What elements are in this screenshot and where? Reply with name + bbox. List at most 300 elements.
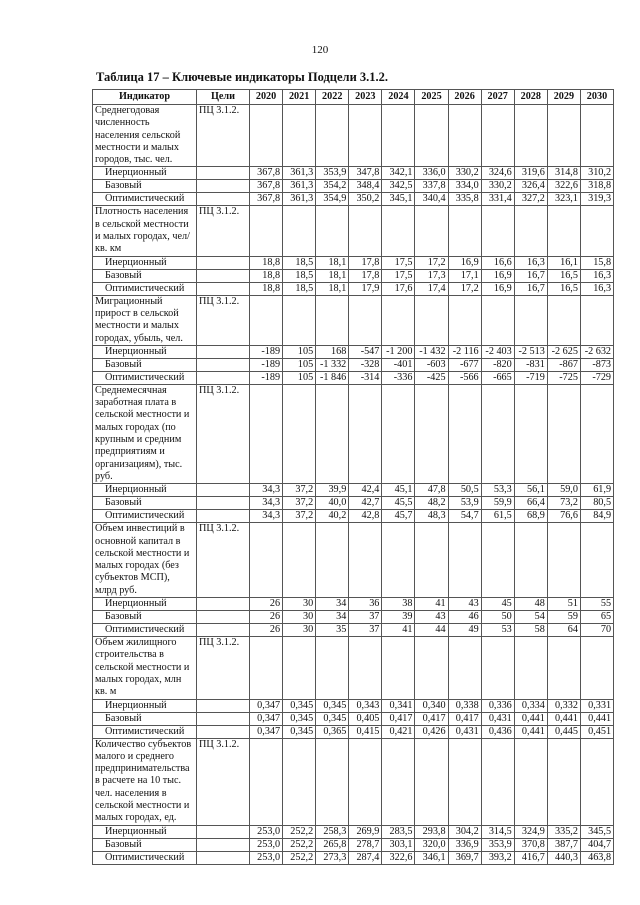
indicator-name: Миграционный прирост в сельской местности и малых городах, убыль, чел. (93, 295, 197, 345)
value-cell: 80,5 (580, 497, 613, 510)
value-cell: -719 (514, 371, 547, 384)
value-cell: 331,4 (481, 193, 514, 206)
value-cell: 18,5 (283, 256, 316, 269)
scenario-row (93, 256, 614, 269)
header-year: 2030 (580, 90, 613, 105)
scenario-label: Оптимистический (93, 725, 197, 738)
value-cell: 168 (316, 345, 349, 358)
empty-cell (481, 384, 514, 483)
value-cell: 0,345 (283, 725, 316, 738)
value-cell: -314 (349, 371, 382, 384)
value-cell: 48,3 (415, 510, 448, 523)
empty-cell (250, 738, 283, 825)
empty-cell (415, 738, 448, 825)
value-cell: 367,8 (250, 167, 283, 180)
value-cell: 314,5 (481, 825, 514, 838)
value-cell: 347,8 (349, 167, 382, 180)
value-cell: 105 (283, 371, 316, 384)
indicator-row (93, 384, 614, 483)
value-cell: 367,8 (250, 193, 283, 206)
scenario-row (93, 712, 614, 725)
value-cell: 40,2 (316, 510, 349, 523)
value-cell: 16,3 (580, 282, 613, 295)
empty-cell (448, 637, 481, 699)
value-cell: 76,6 (547, 510, 580, 523)
empty-cell (514, 206, 547, 256)
scenario-row (93, 624, 614, 637)
value-cell: 0,441 (514, 725, 547, 738)
scenario-row (93, 345, 614, 358)
empty-cell (514, 523, 547, 598)
value-cell: 0,431 (448, 725, 481, 738)
empty-cell (580, 206, 613, 256)
empty-cell (197, 484, 250, 497)
value-cell: 370,8 (514, 838, 547, 851)
scenario-row (93, 269, 614, 282)
value-cell: 0,341 (382, 699, 415, 712)
value-cell: -2 116 (448, 345, 481, 358)
value-cell: 0,343 (349, 699, 382, 712)
empty-cell (197, 712, 250, 725)
value-cell: 41 (382, 624, 415, 637)
value-cell: 37,2 (283, 510, 316, 523)
empty-cell (580, 637, 613, 699)
value-cell: 322,6 (547, 180, 580, 193)
value-cell: 34,3 (250, 510, 283, 523)
empty-cell (250, 523, 283, 598)
scenario-row (93, 180, 614, 193)
empty-cell (316, 384, 349, 483)
empty-cell (197, 851, 250, 864)
empty-cell (197, 825, 250, 838)
empty-cell (382, 295, 415, 345)
scenario-row (93, 725, 614, 738)
indicators-table (92, 89, 614, 865)
scenario-label: Инерционный (93, 699, 197, 712)
value-cell: 0,415 (349, 725, 382, 738)
value-cell: 253,0 (250, 851, 283, 864)
empty-cell (514, 738, 547, 825)
value-cell: 26 (250, 598, 283, 611)
empty-cell (382, 384, 415, 483)
value-cell: 303,1 (382, 838, 415, 851)
empty-cell (197, 510, 250, 523)
empty-cell (415, 206, 448, 256)
value-cell: 36 (349, 598, 382, 611)
empty-cell (197, 167, 250, 180)
value-cell: 61,9 (580, 484, 613, 497)
value-cell: 334,0 (448, 180, 481, 193)
value-cell: 50,5 (448, 484, 481, 497)
value-cell: 17,2 (448, 282, 481, 295)
value-cell: 318,8 (580, 180, 613, 193)
value-cell: 0,347 (250, 699, 283, 712)
empty-cell (316, 295, 349, 345)
empty-cell (349, 384, 382, 483)
value-cell: 16,3 (514, 256, 547, 269)
value-cell: 0,426 (415, 725, 448, 738)
empty-cell (349, 295, 382, 345)
value-cell: 16,9 (448, 256, 481, 269)
value-cell: 336,0 (415, 167, 448, 180)
goal-code: ПЦ 3.1.2. (197, 637, 250, 699)
scenario-row (93, 838, 614, 851)
value-cell: 416,7 (514, 851, 547, 864)
scenario-label: Инерционный (93, 825, 197, 838)
empty-cell (382, 206, 415, 256)
scenario-label: Базовый (93, 712, 197, 725)
empty-cell (448, 523, 481, 598)
value-cell: -2 403 (481, 345, 514, 358)
value-cell: 336,9 (448, 838, 481, 851)
header-year: 2029 (547, 90, 580, 105)
value-cell: 322,6 (382, 851, 415, 864)
header-year: 2021 (283, 90, 316, 105)
empty-cell (382, 523, 415, 598)
value-cell: 0,417 (382, 712, 415, 725)
value-cell: 18,1 (316, 256, 349, 269)
value-cell: 50 (481, 611, 514, 624)
value-cell: 327,2 (514, 193, 547, 206)
value-cell: -665 (481, 371, 514, 384)
empty-cell (197, 371, 250, 384)
header-year: 2027 (481, 90, 514, 105)
indicator-name: Объем инвестиций в основной капитал в сельской местности и малых городах (без субъектов МСП), млрд руб. (93, 523, 197, 598)
value-cell: 105 (283, 358, 316, 371)
value-cell: 17,5 (382, 256, 415, 269)
value-cell: 34 (316, 598, 349, 611)
value-cell: 41 (415, 598, 448, 611)
value-cell: 361,3 (283, 180, 316, 193)
empty-cell (197, 180, 250, 193)
scenario-row (93, 611, 614, 624)
header-year: 2025 (415, 90, 448, 105)
value-cell: 387,7 (547, 838, 580, 851)
value-cell: 18,8 (250, 269, 283, 282)
empty-cell (580, 738, 613, 825)
value-cell: 56,1 (514, 484, 547, 497)
value-cell: 0,417 (415, 712, 448, 725)
value-cell: 61,5 (481, 510, 514, 523)
value-cell: 16,9 (481, 269, 514, 282)
value-cell: 38 (382, 598, 415, 611)
empty-cell (250, 105, 283, 167)
value-cell: 0,421 (382, 725, 415, 738)
empty-cell (250, 206, 283, 256)
scenario-label: Оптимистический (93, 371, 197, 384)
indicator-row (93, 105, 614, 167)
value-cell: -677 (448, 358, 481, 371)
value-cell: 393,2 (481, 851, 514, 864)
value-cell: 53,9 (448, 497, 481, 510)
scenario-row (93, 193, 614, 206)
value-cell: 253,0 (250, 838, 283, 851)
empty-cell (349, 105, 382, 167)
value-cell: 18,5 (283, 269, 316, 282)
value-cell: 18,5 (283, 282, 316, 295)
empty-cell (547, 105, 580, 167)
value-cell: -1 432 (415, 345, 448, 358)
indicator-row (93, 206, 614, 256)
value-cell: 16,1 (547, 256, 580, 269)
value-cell: 0,338 (448, 699, 481, 712)
value-cell: 17,8 (349, 256, 382, 269)
value-cell: 18,8 (250, 256, 283, 269)
scenario-label: Инерционный (93, 167, 197, 180)
value-cell: 46 (448, 611, 481, 624)
value-cell: 335,2 (547, 825, 580, 838)
value-cell: 0,345 (283, 699, 316, 712)
scenario-row (93, 282, 614, 295)
indicator-name: Среднегодовая численность населения сельской местности и малых городов, тыс. чел. (93, 105, 197, 167)
value-cell: 0,345 (316, 712, 349, 725)
value-cell: -401 (382, 358, 415, 371)
scenario-label: Оптимистический (93, 510, 197, 523)
empty-cell (197, 256, 250, 269)
value-cell: -2 632 (580, 345, 613, 358)
value-cell: 314,8 (547, 167, 580, 180)
value-cell: 26 (250, 611, 283, 624)
value-cell: -328 (349, 358, 382, 371)
value-cell: 55 (580, 598, 613, 611)
empty-cell (283, 295, 316, 345)
header-indicator: Индикатор (93, 90, 197, 105)
value-cell: 39,9 (316, 484, 349, 497)
empty-cell (197, 611, 250, 624)
scenario-row (93, 699, 614, 712)
empty-cell (382, 105, 415, 167)
value-cell: -425 (415, 371, 448, 384)
value-cell: 18,1 (316, 282, 349, 295)
value-cell: 278,7 (349, 838, 382, 851)
value-cell: 35 (316, 624, 349, 637)
empty-cell (547, 295, 580, 345)
scenario-row (93, 510, 614, 523)
empty-cell (283, 206, 316, 256)
value-cell: 64 (547, 624, 580, 637)
goal-code: ПЦ 3.1.2. (197, 206, 250, 256)
value-cell: 48,2 (415, 497, 448, 510)
value-cell: 0,405 (349, 712, 382, 725)
value-cell: 37 (349, 611, 382, 624)
value-cell: 49 (448, 624, 481, 637)
value-cell: 304,2 (448, 825, 481, 838)
value-cell: 37,2 (283, 497, 316, 510)
value-cell: 42,4 (349, 484, 382, 497)
empty-cell (514, 637, 547, 699)
value-cell: 0,345 (283, 712, 316, 725)
value-cell: 17,2 (415, 256, 448, 269)
indicator-row (93, 738, 614, 825)
empty-cell (580, 523, 613, 598)
empty-cell (349, 738, 382, 825)
scenario-label: Оптимистический (93, 624, 197, 637)
value-cell: -1 332 (316, 358, 349, 371)
value-cell: 43 (448, 598, 481, 611)
scenario-row (93, 371, 614, 384)
empty-cell (349, 523, 382, 598)
header-year: 2020 (250, 90, 283, 105)
value-cell: 283,5 (382, 825, 415, 838)
value-cell: -336 (382, 371, 415, 384)
value-cell: -725 (547, 371, 580, 384)
empty-cell (197, 725, 250, 738)
value-cell: 342,5 (382, 180, 415, 193)
indicator-row (93, 295, 614, 345)
value-cell: 44 (415, 624, 448, 637)
indicator-row (93, 637, 614, 699)
value-cell: 17,8 (349, 269, 382, 282)
empty-cell (514, 384, 547, 483)
scenario-row (93, 851, 614, 864)
empty-cell (197, 282, 250, 295)
empty-cell (197, 598, 250, 611)
empty-cell (316, 523, 349, 598)
value-cell: 293,8 (415, 825, 448, 838)
page-number: 120 (311, 44, 329, 56)
value-cell: 84,9 (580, 510, 613, 523)
value-cell: 39 (382, 611, 415, 624)
value-cell: 326,4 (514, 180, 547, 193)
value-cell: 0,347 (250, 725, 283, 738)
value-cell: 15,8 (580, 256, 613, 269)
value-cell: 0,347 (250, 712, 283, 725)
empty-cell (283, 384, 316, 483)
value-cell: 330,2 (481, 180, 514, 193)
value-cell: 258,3 (316, 825, 349, 838)
value-cell: 335,8 (448, 193, 481, 206)
value-cell: 463,8 (580, 851, 613, 864)
value-cell: 105 (283, 345, 316, 358)
value-cell: 252,2 (283, 838, 316, 851)
empty-cell (580, 295, 613, 345)
value-cell: 0,441 (547, 712, 580, 725)
scenario-label: Базовый (93, 269, 197, 282)
empty-cell (481, 206, 514, 256)
empty-cell (415, 105, 448, 167)
value-cell: 26 (250, 624, 283, 637)
empty-cell (547, 206, 580, 256)
empty-cell (197, 497, 250, 510)
table-body (93, 105, 614, 865)
empty-cell (448, 384, 481, 483)
empty-cell (448, 738, 481, 825)
value-cell: 0,336 (481, 699, 514, 712)
header-year: 2024 (382, 90, 415, 105)
value-cell: 319,6 (514, 167, 547, 180)
value-cell: -189 (250, 358, 283, 371)
scenario-row (93, 598, 614, 611)
value-cell: 404,7 (580, 838, 613, 851)
value-cell: 353,9 (481, 838, 514, 851)
value-cell: 319,3 (580, 193, 613, 206)
empty-cell (481, 523, 514, 598)
indicator-name: Количество субъектов малого и среднего предпринимательства в расчете на 10 тыс. чел. населения в сельской местности и малых городах, ед. (93, 738, 197, 825)
value-cell: 43 (415, 611, 448, 624)
header-year: 2022 (316, 90, 349, 105)
value-cell: 66,4 (514, 497, 547, 510)
value-cell: 361,3 (283, 167, 316, 180)
value-cell: 369,7 (448, 851, 481, 864)
empty-cell (580, 105, 613, 167)
value-cell: 287,4 (349, 851, 382, 864)
scenario-label: Инерционный (93, 345, 197, 358)
value-cell: 30 (283, 624, 316, 637)
value-cell: 16,9 (481, 282, 514, 295)
value-cell: 269,9 (349, 825, 382, 838)
value-cell: 0,345 (316, 699, 349, 712)
value-cell: 0,331 (580, 699, 613, 712)
empty-cell (382, 738, 415, 825)
value-cell: 58 (514, 624, 547, 637)
empty-cell (547, 384, 580, 483)
value-cell: 45,1 (382, 484, 415, 497)
empty-cell (415, 523, 448, 598)
empty-cell (197, 345, 250, 358)
value-cell: 34 (316, 611, 349, 624)
value-cell: 42,7 (349, 497, 382, 510)
empty-cell (316, 738, 349, 825)
value-cell: 0,441 (514, 712, 547, 725)
value-cell: 252,2 (283, 825, 316, 838)
goal-code: ПЦ 3.1.2. (197, 384, 250, 483)
scenario-row (93, 358, 614, 371)
empty-cell (448, 105, 481, 167)
value-cell: -189 (250, 371, 283, 384)
value-cell: 252,2 (283, 851, 316, 864)
value-cell: 354,2 (316, 180, 349, 193)
indicator-name: Объем жилищного строительства в сельской местности и малых городах, млн кв. м (93, 637, 197, 699)
value-cell: -547 (349, 345, 382, 358)
value-cell: 34,3 (250, 497, 283, 510)
empty-cell (349, 206, 382, 256)
empty-cell (481, 295, 514, 345)
empty-cell (197, 269, 250, 282)
value-cell: 18,8 (250, 282, 283, 295)
value-cell: 367,8 (250, 180, 283, 193)
value-cell: 16,7 (514, 282, 547, 295)
value-cell: 30 (283, 598, 316, 611)
scenario-row (93, 484, 614, 497)
empty-cell (514, 105, 547, 167)
header-year: 2026 (448, 90, 481, 105)
value-cell: 345,1 (382, 193, 415, 206)
scenario-row (93, 825, 614, 838)
value-cell: 53 (481, 624, 514, 637)
value-cell: 47,8 (415, 484, 448, 497)
empty-cell (197, 624, 250, 637)
value-cell: 340,4 (415, 193, 448, 206)
value-cell: -189 (250, 345, 283, 358)
value-cell: 361,3 (283, 193, 316, 206)
value-cell: 17,3 (415, 269, 448, 282)
value-cell: 18,1 (316, 269, 349, 282)
empty-cell (415, 295, 448, 345)
value-cell: 30 (283, 611, 316, 624)
scenario-label: Оптимистический (93, 851, 197, 864)
indicator-name: Среднемесячная заработная плата в сельской местности и малых городах (по крупным и средним предприятиям и организациям), тыс. руб. (93, 384, 197, 483)
scenario-label: Оптимистический (93, 193, 197, 206)
value-cell: 354,9 (316, 193, 349, 206)
value-cell: 65 (580, 611, 613, 624)
empty-cell (197, 699, 250, 712)
value-cell: 45,5 (382, 497, 415, 510)
value-cell: 330,2 (448, 167, 481, 180)
value-cell: 253,0 (250, 825, 283, 838)
value-cell: 17,1 (448, 269, 481, 282)
value-cell: 68,9 (514, 510, 547, 523)
value-cell: 45 (481, 598, 514, 611)
